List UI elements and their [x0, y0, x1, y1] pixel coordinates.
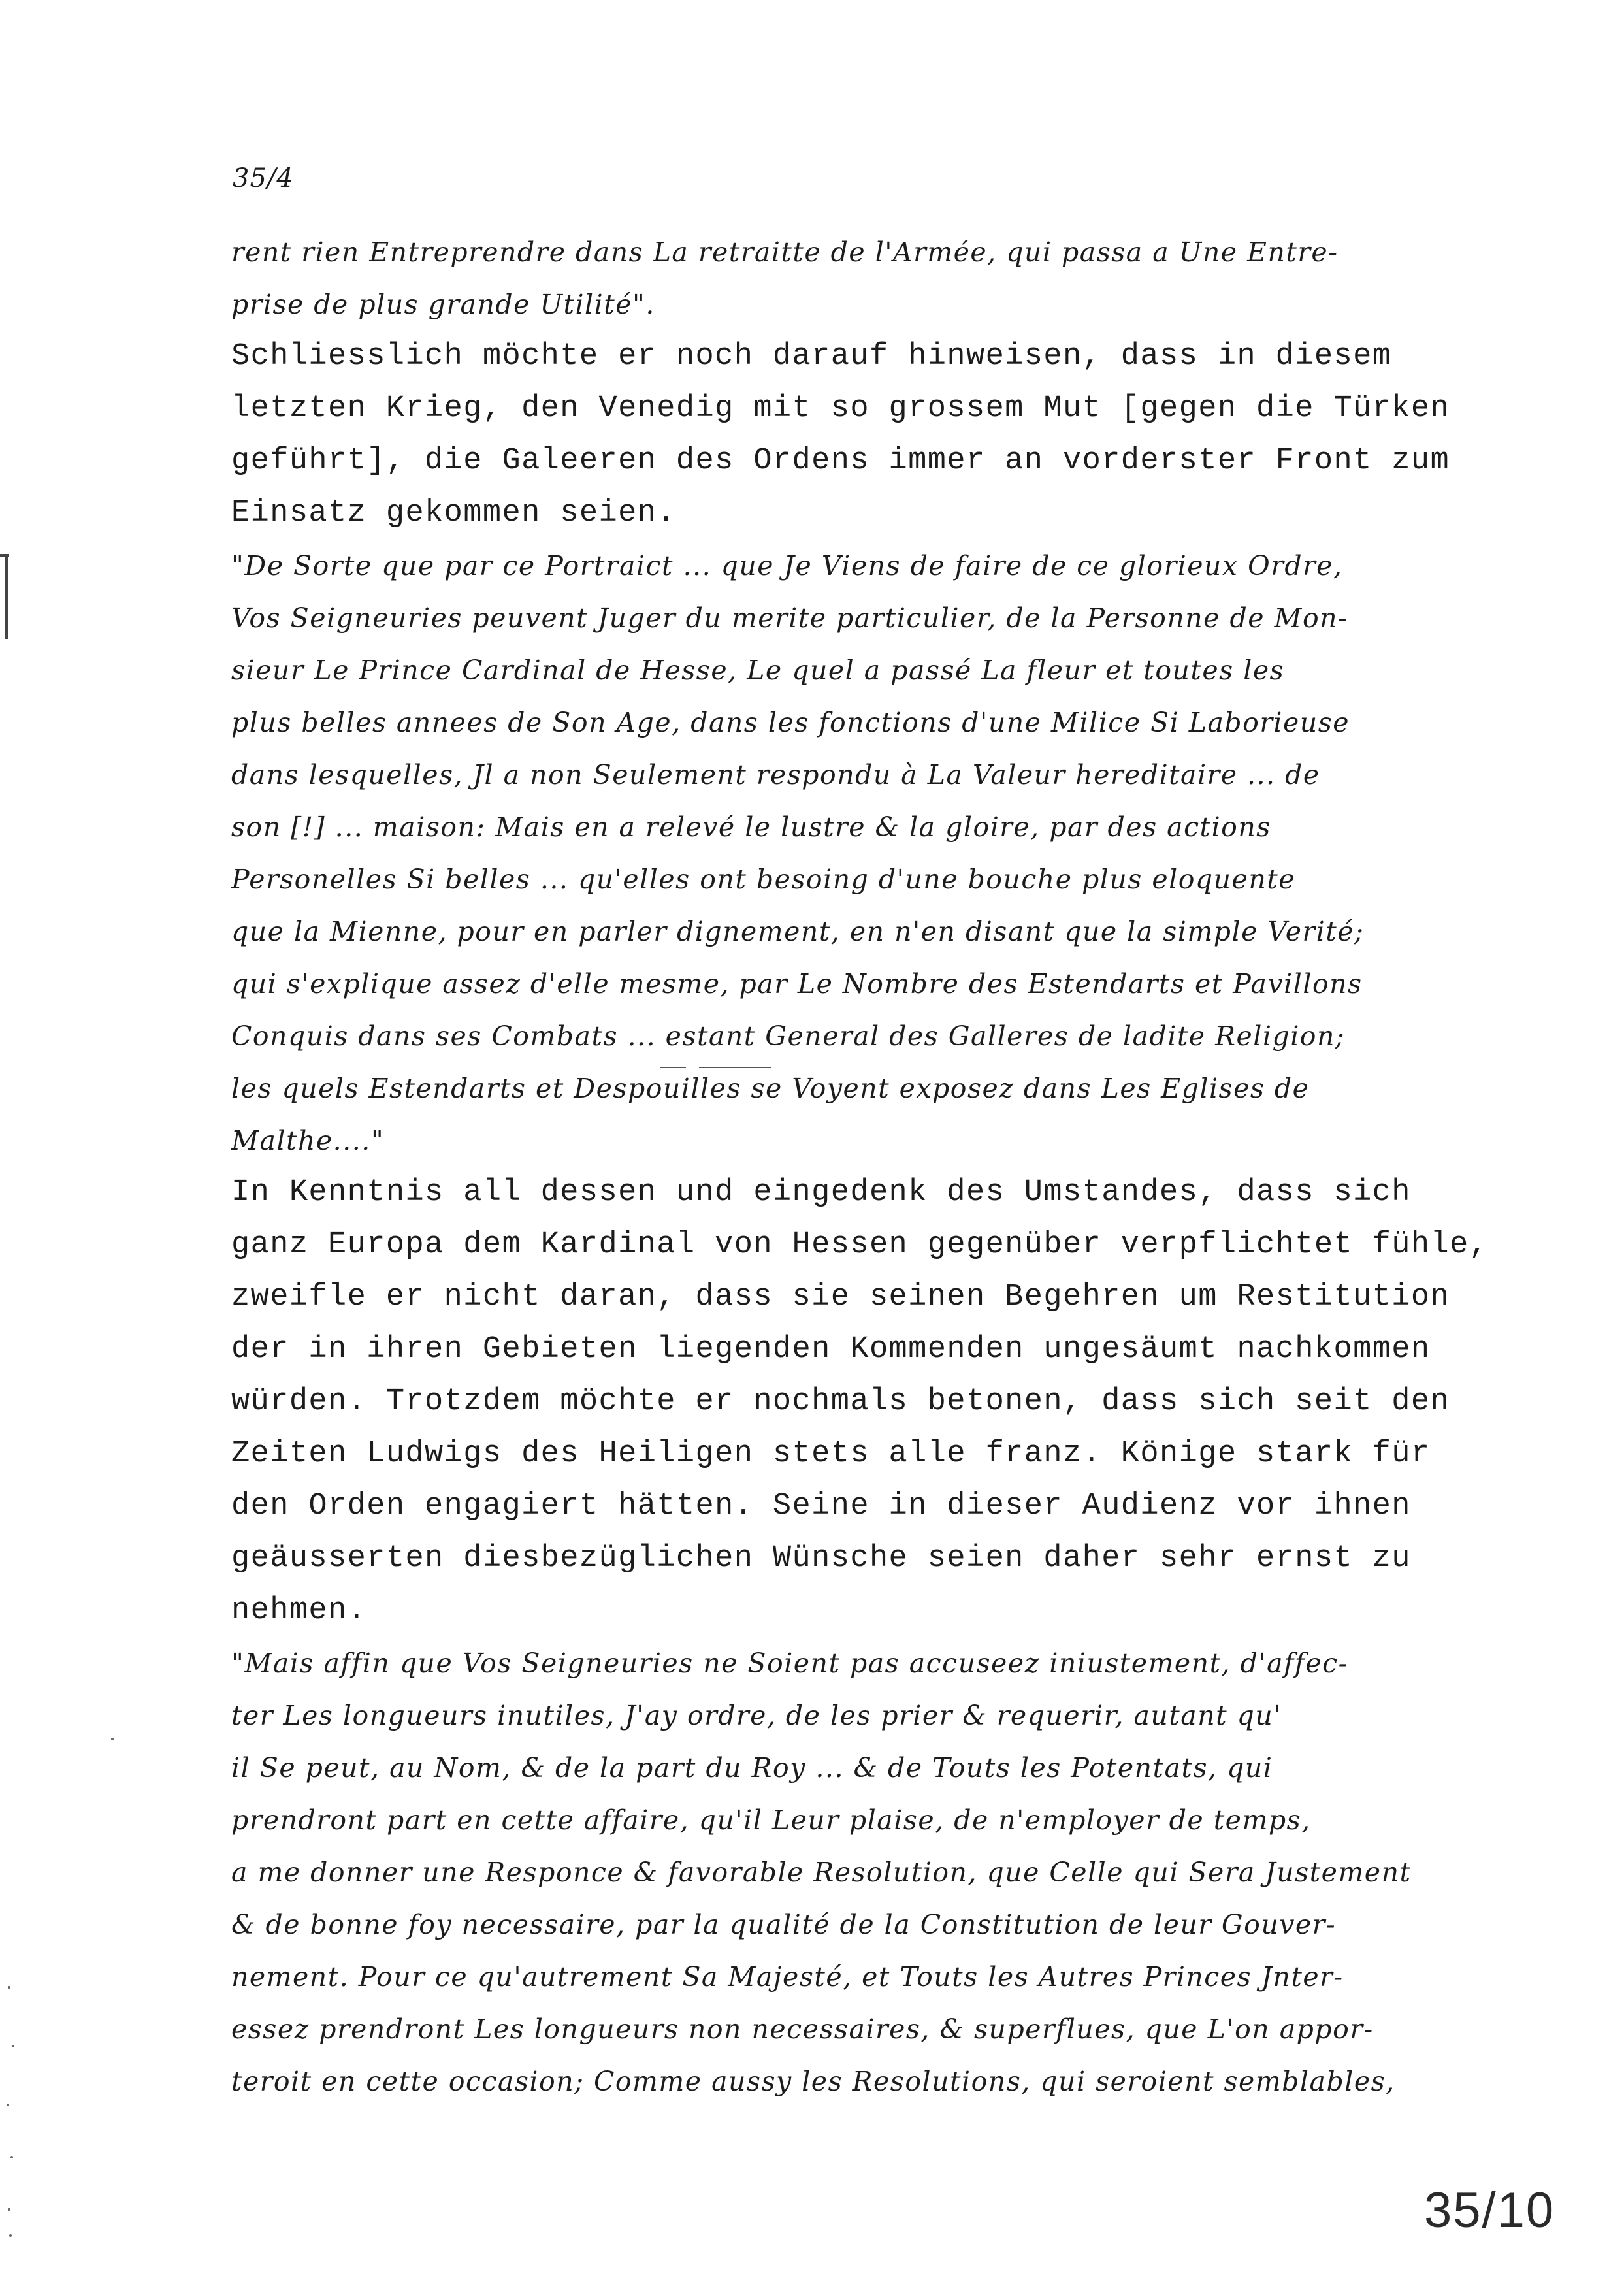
text-line: son [!] ... maison: Mais en a relevé le lustre & la gloire, par des actions [231, 811, 1271, 843]
text-line: der in ihren Gebieten liegenden Kommenden ungesäumt nachkommen [231, 1332, 1431, 1367]
text-line: ganz Europa dem Kardinal von Hessen gegenüber verpflichtet fühle, [231, 1228, 1489, 1262]
scan-speck [12, 2045, 14, 2047]
text-line: a me donner une Responce & favorable Resolution, que Celle qui Sera Justement [231, 1857, 1412, 1888]
text-line: prise de plus grande Utilité". [231, 289, 655, 320]
pencil-mark [660, 1067, 686, 1068]
body-text [231, 226, 1538, 2108]
text-line: Schliesslich möchte er noch darauf hinweisen, dass in diesem [231, 339, 1392, 374]
text-line: geäusserten diesbezüglichen Wünsche seien daher sehr ernst zu [231, 1541, 1411, 1576]
text-line: sieur Le Prince Cardinal de Hesse, Le quel a passé La fleur et toutes les [231, 655, 1285, 686]
margin-bracket-mark [5, 554, 8, 639]
text-line: Malthe...." [231, 1125, 385, 1156]
text-line: les quels Estendarts et Despouilles se Voyent exposez dans Les Eglises de [231, 1073, 1310, 1104]
text-line: ter Les longueurs inutiles, J'ay ordre, de les prier & requerir, autant qu' [231, 1700, 1282, 1731]
text-line: il Se peut, au Nom, & de la part du Roy ... & de Touts les Potentats, qui [231, 1752, 1273, 1783]
scan-speck [111, 1738, 114, 1740]
text-line: letzten Krieg, den Venedig mit so grossem Mut [gegen die Türken [231, 391, 1450, 426]
text-line: In Kenntnis all dessen und eingedenk des Umstandes, dass sich [231, 1175, 1411, 1210]
text-line: nement. Pour ce qu'autrement Sa Majesté, et Touts les Autres Princes Jnter- [231, 1961, 1344, 1993]
text-line: essez prendront Les longueurs non necessaires, & superflues, que L'on appor- [231, 2013, 1374, 2045]
scan-speck [9, 2234, 12, 2237]
page-number-handwritten: 35/10 [1424, 2183, 1555, 2238]
text-line: & de bonne foy necessaire, par la qualité de la Constitution de leur Gouver- [231, 1909, 1337, 1940]
text-line: Einsatz gekommen seien. [231, 496, 676, 530]
text-line: Personelles Si belles ... qu'elles ont besoing d'une bouche plus eloquente [231, 864, 1295, 895]
text-line: plus belles annees de Son Age, dans les fonctions d'une Milice Si Laborieuse [231, 707, 1350, 738]
text-line: den Orden engagiert hätten. Seine in dieser Audienz vor ihnen [231, 1489, 1411, 1523]
scan-speck [8, 2208, 10, 2211]
margin-bracket-tick [0, 554, 9, 557]
text-line: Vos Seigneuries peuvent Juger du merite particulier, de la Personne de Mon- [231, 602, 1348, 634]
text-line: "De Sorte que par ce Portraict ... que Je Viens de faire de ce glorieux Ordre, [231, 550, 1343, 581]
text-line: "Mais affin que Vos Seigneuries ne Soient pas accuseez iniustement, d'affec- [231, 1648, 1348, 1679]
text-line: qui s'explique assez d'elle mesme, par Le Nombre des Estendarts et Pavillons [231, 968, 1363, 1000]
text-line: würden. Trotzdem möchte er nochmals betonen, dass sich seit den [231, 1384, 1450, 1419]
text-line: rent rien Entreprendre dans La retraitte de l'Armée, qui passa a Une Entre- [231, 236, 1339, 268]
scan-speck [7, 2104, 9, 2106]
page-number-top: 35/4 [233, 163, 294, 193]
text-line: Zeiten Ludwigs des Heiligen stets alle franz. Könige stark für [231, 1437, 1431, 1471]
pencil-mark [699, 1067, 771, 1068]
text-line: prendront part en cette affaire, qu'il Leur plaise, de n'employer de temps, [231, 1804, 1311, 1836]
text-line: teroit en cette occasion; Comme aussy les Resolutions, qui seroient semblables, [231, 2066, 1395, 2097]
text-line: Conquis dans ses Combats ... estant General des Galleres de ladite Religion; [231, 1020, 1346, 1052]
text-line: nehmen. [231, 1593, 367, 1628]
text-line: que la Mienne, pour en parler dignement, en n'en disant que la simple Verité; [231, 916, 1365, 947]
text-line: geführt], die Galeeren des Ordens immer an vorderster Front zum [231, 444, 1450, 478]
text-line: dans lesquelles, Jl a non Seulement respondu à La Valeur hereditaire ... de [231, 759, 1320, 790]
text-line: zweifle er nicht daran, dass sie seinen Begehren um Restitution [231, 1280, 1450, 1314]
scan-speck [10, 2156, 13, 2158]
scan-speck [8, 1986, 10, 1989]
